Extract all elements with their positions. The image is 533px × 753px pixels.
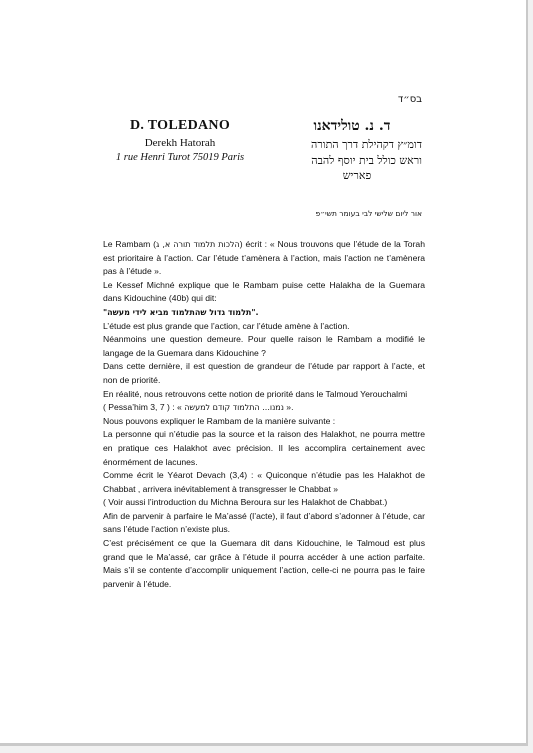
letterhead-latin (110, 118, 260, 163)
paragraph: Le Kessef Michné explique que le Rambam puise cette Halakha de la Guemara dans Kidouchine (40b) qui dit: (103, 279, 425, 304)
paragraph: Comme écrit le Yéarot Devach (3,4) : « Quiconque n’étudie pas les Halakhot de Chabbat , arrivera inévitablement à transgresser le Chabbat » (103, 470, 425, 494)
text-run: ) écrit : « Nous trouvons que l’étude de la Torah est prioritaire à l’action. Car l’étude t’amènera à l’action, mais l’action ne t’amènera pas à l’étude ». (103, 239, 425, 277)
text-run: ». (283, 402, 294, 413)
hebrew-citation: הלכות תלמוד תורה א, ג (156, 240, 240, 249)
hebrew-date: אור ליום שלישי לבי בעומר תשי״פ (315, 209, 422, 218)
paragraph: Afin de parvenir à parfaire le Ma’assé (l’acte), il faut d’abord s’adonner à l’étude, car sans l’étude l’action n’existe plus. (103, 510, 425, 535)
bsd-mark: בס״ד (397, 94, 422, 105)
paragraph: C’est précisément ce que la Guemara dit dans Kidouchine, le Talmoud est plus grand que le Ma’assé, car grâce à l’étude il pourra accéder à une action parfaite. Mais s’il se contente d’accomplir uniquement l’action, celle-ci ne pourra pas le faire parvenir à l’étude. (103, 538, 425, 589)
author-name-hebrew: ד. נ. טולידאנו (313, 118, 391, 134)
paragraph (103, 238, 425, 279)
city-hebrew: פאריש (342, 169, 372, 182)
paragraph: L’étude est plus grande que l’action, car l’étude amène à l’action. (103, 320, 350, 331)
address: 1 rue Henri Turot 75019 Paris (115, 152, 245, 163)
paragraph: Dans cette dernière, il est question de grandeur de l’étude par rapport à l’acte, et non de priorité. (103, 361, 425, 385)
hebrew-citation: נמנו... התלמוד קודם למעשה (184, 403, 284, 413)
hebrew-quote: "תלמוד גדול שהתלמוד מביא לידי מעשה". (103, 307, 259, 317)
letter-body (103, 238, 425, 591)
paragraph: Nous pouvons expliquer le Rambam de la manière suivante : (103, 415, 336, 426)
paragraph: La personne qui n’étudie pas la source et la raison des Halakhot, ne pourra mettre en pratique ces Halakhot avec précision. Il les accomplira certainement avec énormément de lacunes. (103, 429, 425, 467)
title-line-1: דומ״ץ דקהילת דרך התורה (311, 138, 422, 151)
paragraph: Néanmoins une question demeure. Pour quelle raison le Rambam a modifié le langage de la Guemara dans Kidouchine ? (103, 334, 425, 358)
text-run: Le Rambam ( (103, 239, 157, 249)
text-run: ( Pessa’him 3, 7 ) : « (103, 402, 185, 413)
community-name: Derekh Hatorah (144, 137, 216, 149)
paragraph (103, 401, 425, 415)
title-line-2: וראש כולל בית יוסף להבה (311, 154, 422, 167)
author-name: D. TOLEDANO (129, 118, 231, 133)
paragraph: ( Voir aussi l’introduction du Michna Beroura sur les Halakhot de Chabbat.) (103, 497, 388, 508)
paragraph: En réalité, nous retrouvons cette notion de priorité dans le Talmoud Yerouchalmi (103, 388, 408, 399)
letterhead-hebrew (252, 118, 422, 182)
